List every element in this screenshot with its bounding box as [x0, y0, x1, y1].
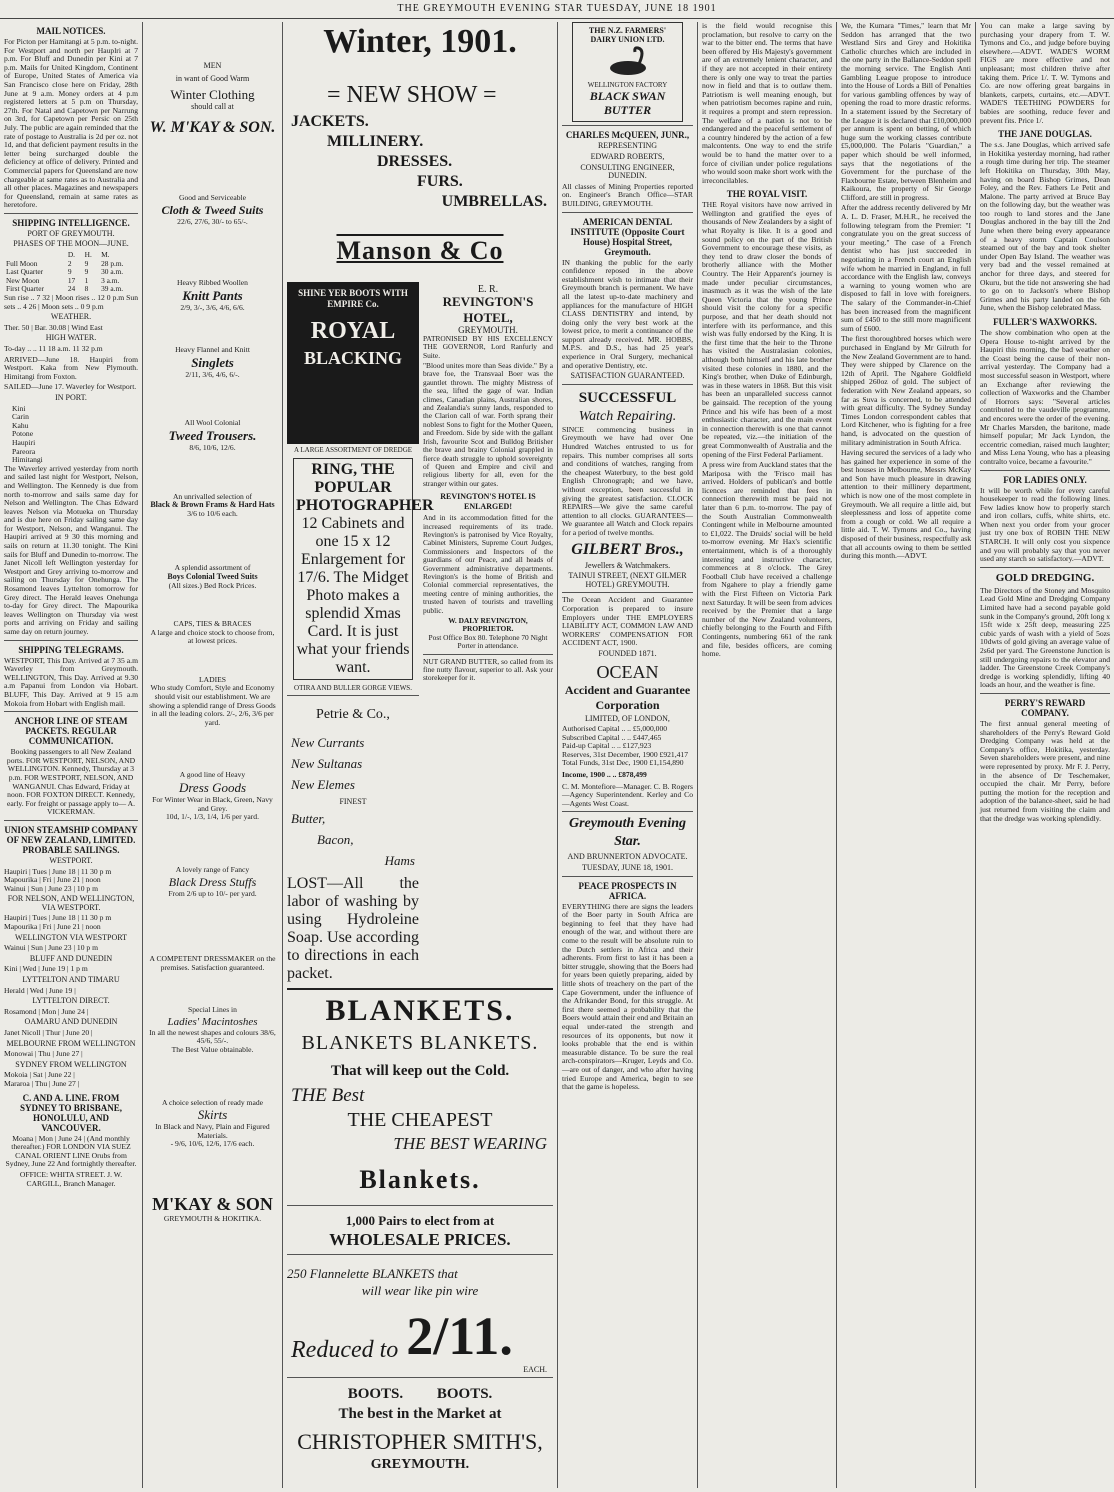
ad-text: A splendid assortment of [174, 563, 251, 573]
jane-douglas-heading: THE JANE DOUGLAS. [998, 129, 1092, 140]
list-item: Mararoa | Thu | June 27 | [4, 1078, 80, 1088]
new-show-heading: = NEW SHOW = [327, 82, 497, 108]
shipping-news: The Waverley arrived yesterday from north and sailed last night for Westport, Nelson, and Wellington. The Kennedy is due from north to-morrow and sails same day for Nelson and Wellington. The Chas Edward leaves Nelson via Motueka on Thursday and is due here on Friday sailing same day for Westport, Nelson, and Wanganui. The Haupiri arrived at 9 30 this morning and sails on return at 11.30 tonight. The Kini sails for Bluff and Dunedin to-morrow. The Janet Nicoll left Wellington yesterday for Westport and Grey arriving to-morrow and sailing on Thursday for Onehunga. The Rosamond leaves Lyttelton tomorrow for Grey direct. The Herald leaves Onehunga to-day for Grey direct. The Mapourika leaves Wellington on Thursday via west ports and arriving on Friday and sailing same day on return journey. [4, 463, 138, 636]
gold-dredging-text: The Directors of the Stoney and Mosquito Lead Gold Mine and Dredging Company Limited have had a second payable gold sunk in the Company's ground, 20ft long x 15ft wide x 25ft deep, measuring 225 cubic yards of wash with a yield of 5ozs 10dwts of gold giving an average value of 2s6d per yard. The Greenstone Junction is still undergoing repairs to the elevator and ladder. The Greenstone Creek Company's dredge is working splendidly, lifting 40 loads an hour, and the weather is fine. [980, 585, 1110, 690]
accident-heading: Accident and Guarantee Corporation [564, 682, 691, 712]
ad-heading: Knitt Pants [182, 287, 243, 303]
ad-heading: Black Dress Stuffs [168, 875, 257, 890]
ad-price: 22/6, 27/6, 30/- to 65/-. [177, 217, 248, 227]
daly-contact: Post Office Box 80. Telephone 70 Night Porter in attendance. [428, 632, 548, 651]
list-item: Janet Nicoll | Thur | June 20 | [4, 1028, 93, 1037]
reduced-text: Reduced to [291, 1337, 399, 1363]
list-item: Wainui | Sun | June 23 | 10 p m [4, 883, 99, 893]
news-item: After the address recently delivered by Mr A. L. D. Fraser, M.H.R., he received the following telegram from the Premier: "I congratulate you on the great success of your meeting." The case of a French dentist who has just succeeded in negotiating in a French court an English wife whom he married in England, in full accordance with the English law, conveys a warning to young women who are disposed to fall in love with foreigners. The salary of the Commander-in-Chief has been increased from the magnificent sum of £450 to the still more magnificent sum of £600. [841, 203, 971, 333]
pairs-text: 1,000 Pairs to elect from at [345, 1213, 495, 1228]
union-heading: UNION STEAMSHIP COMPANY OF NEW ZEALAND, LIMITED. PROBABLE SAILINGS. [4, 824, 138, 855]
revington-enlarged-text: And in its accommodation fitted for the increased requirements of its trade. Revington's is patronised by Vice Royalty, Cabinet Ministers, Supreme Court Judges, Commissioners and Inspectors of the guardians of our Peace, and all heads of Government administrative departments. Revington's is the home of British and Colonial commercial representatives, the meeting centre of mining authorities, the trusted haven of tourists and travelling public. [423, 513, 553, 615]
list-item: Pareora [12, 446, 36, 456]
perry-text: The first annual general meeting of shareholders of the Perry's Reward Gold Dredging Company was held at the Company's office, Hokitika, yesterday. Seven shareholders were present, and nine were represented by proxy. Mr F. J. Perry, in the absence of Dr Teschemaker, occupied the chair. Mr Perry, before putting the motion for the reception and adoption of the balance-sheet, said he had just returned from visiting the claim and that the dredge was working splendidly. [980, 718, 1110, 823]
table-row: Last Quarter 9 9 30 a.m. [6, 267, 124, 277]
ad-price: 2/9, 3/-, 3/6, 4/6, 6/6. [180, 302, 245, 312]
union-sailings: WESTPORT. Haupiri | Tues | June 18 | 11 30 p m Mapourika | Fri | June 21 | noon Wainui | Sun | June 23 | 10 p m FOR NELSON, AND WELLINGTON, VIA WESTPORT. Haupiri | Tues | June 18 | 11 30 p m Mapourika | Fri | June 21 | noon WELLINGTON VIA WESTPORT Wainui | Sun | June 23 | 10 p m BLUFF AND DUNEDIN Kini | Wed | June 19 | 1 p m LYTTELTON AND TIMARU Herald | Wed | June 19 | LYTTELTON DIRECT. Rosamond | Mon | June 24 | OAMARU AND DUNEDIN Janet Nicoll | Thur | June 20 | MELBOURNE FROM WELLINGTON Monowai | Thu | June 27 | SYDNEY FROM WELLINGTON Mokoia | Sat | June 22 | Mararoa | Thu | June 27 | [4, 857, 138, 1089]
flannelette-text: 250 Flannelette BLANKETS that [287, 1266, 458, 1281]
jackets-item: JACKETS. [291, 113, 369, 130]
bacon-item: Bacon, [317, 832, 354, 847]
revington-patron: PATRONISED BY HIS EXCELLENCY THE GOVERNOR, Lord Ranfurly and Suite. [423, 333, 553, 360]
ad-heading: Dress Goods [178, 780, 247, 796]
montefiore-text: C. M. Montefiore—Manager. C. B. Rogers—Agency Superintendent. Kerley and Co—Agents West Coast. [562, 781, 693, 808]
port-heading: PORT OF GREYMOUTH. [27, 228, 115, 238]
ad-price: 2/11, 3/6, 4/6, 6/-. [185, 369, 240, 379]
ad-text: A choice selection of ready made [162, 1097, 263, 1107]
moon-table [4, 251, 138, 294]
keep-out-cold: That will keep out the Cold. [330, 1063, 510, 1079]
table-row: D. H. M. [67, 250, 110, 260]
moon-heading: PHASES OF THE MOON—JUNE. [13, 239, 129, 249]
list-item: Authorised Capital .. .. £5,000,000 [562, 724, 668, 734]
blacking-column [287, 282, 434, 985]
black-swan-text: BLACK SWAN BUTTER [589, 89, 666, 118]
local-news-text: A press wire from Auckland states that the Mariposa with the 'Frisco mail has arrived. Holders of publican's and bottle licences are reminded that fees in connection therewith must be paid not later than 6 p.m. to-morrow. The pay of the South Australian Commonwealth Contingent while in Melbourne amounted to £1,022. The Druids' social will be held to-morrow evening. Mr Hax's scientific entertainment, which is of a thoroughly interesting and instructive character, commences at 8 o'clock. The Grey Football Club have received a challenge from Ngahere to play a friendly game with the First Fifteen on Victoria Park next Saturday. It will be seen from advices received by the Premier that a large number of the New Zealand volunteers, chiefly belonging to the Fourth and Fifth Contingents, numbering 661 of the rank and file, besides officers, are coming home. [702, 460, 832, 659]
list-item: Monowai | Thu | June 27 | [4, 1049, 83, 1059]
list-item: Potone [12, 429, 34, 439]
list-item: Mapourika | Fri | June 21 | noon [4, 875, 101, 885]
furs-item: FURS. [417, 173, 463, 190]
roberts-text: All classes of Mining Properties reported on. Engineer's Branch Office—STAR BUILDING, GREYMOUTH. [562, 181, 693, 208]
wholesale-text: WHOLESALE PRICES. [329, 1230, 511, 1249]
currants-item: New Currants [291, 735, 365, 750]
cand-line-text: Moana | Mon | June 24 | (And monthly thereafter.) FOR LONDON VIA SUEZ CANAL ORIENT LINE Orubs from Sydney, June 22 And fortnightly thereafter. [5, 1133, 137, 1169]
news-item: We, the Kumara "Times," learn that Mr Seddon has arranged that the two Westland Sirs and Grey and Hokitika Catholic churches which are included in the one party in the Ballance-Seddon spell the morning service. The English Anti Gambling League propose to introduce into the House of Lords a Bill of Penalties for various gambling offences by way of opening the road to more drastic reforms. In a statement issued by the Secretary of the League it is declared that £10,000,000 per annum is spent on betting, of which huge sum the working classes contribute £5,000,000. The Polaris "Guardian," a paper which should be well informed, says that the negotiations of the Government for the purchase of the Flaxbourne Estate, between Blenheim and Kaikoura, the property of Sir George Clifford, are still in progress. [841, 22, 971, 202]
blanket-price: 2/11. [406, 1306, 513, 1366]
butter-item: Butter, [291, 811, 326, 826]
capital-list [562, 725, 693, 768]
ladies-only-text: It will be worth while for every careful housekeeper to read the following lines. Few ladies know how to properly starch and iron collars, cuffs, white shirts, etc. When next you order from your grocer just try one box of ROBIN THE NEW STARCH. It will only cost you sixpence and you will probably say that you never used any starch so satisfactory.—ADVT. [980, 485, 1110, 564]
list-item: Subscribed Capital .. .. £447,465 [562, 732, 662, 742]
jane-douglas-text: The s.s. Jane Douglas, which arrived safe in Hokitika yesterday morning, had rather a rough time during her trip. The steamer left Hokitika on Thursday, 30th May, having on board Bishop Grimes, Dean Foley, and the Rev. Fathers Le Petit and Malone. The party arrived at Bruce Bay on the following day, but the weather was too rough to land stores and the Jane Douglas anchored in the bay till the 2nd June when there being every appearance of a heavy storm Captain Coulson steamed out of the bay and took shelter under Open Bay Island. The weather was very bad and the vessel remained at anchor for three days, and steered for Okuru, but the tide not answering she had to go on to Jackson's where Bishop Grimes and his party landed on the 6th June, when the Bishop celebrated Mass. [980, 140, 1110, 313]
manson-heading: Manson & Co [336, 236, 504, 265]
list-item: Himitangi [12, 455, 43, 465]
arrived-text: ARRIVED—June 18. Haupiri from Westport. Kaka from New Plymouth. Himitangi from Foxton. [4, 354, 138, 381]
sun-times: Sun rise .. 7 32 | Moon rises .. 12 0 p.m Sun sets .. 4 26 | Moon sets .. 0 9 p.m [4, 293, 138, 311]
telegrams-heading: SHIPPING TELEGRAMS. [18, 644, 124, 655]
shipping-heading: SHIPPING INTELLIGENCE. [12, 217, 130, 228]
ad-heading: Ladies' Macintoshes [167, 1015, 258, 1028]
ad-text: An unrivalled selection of [172, 491, 253, 501]
ad-text: Heavy Ribbed Woollen [177, 277, 248, 287]
ladies-only-heading: FOR LADIES ONLY. [1003, 474, 1087, 485]
fuller-heading: FULLER'S WAXWORKS. [993, 317, 1097, 327]
swan-icon [598, 44, 658, 78]
mckay-title: W. M'KAY & SON. [149, 118, 276, 136]
list-item: Kini | Wed | June 19 | 1 p m [4, 964, 88, 974]
weather-heading: WEATHER. [50, 312, 92, 322]
elemes-item: New Elemes [291, 777, 355, 792]
ad-text: A large and choice stock to choose from, at lowest prices. [150, 627, 275, 646]
list-item: Kini [12, 403, 26, 413]
successful-heading: SUCCESSFUL [578, 389, 677, 406]
ring-text: 12 Cabinets and one 15 x 12 Enlargement for 17/6. The Midget Photo makes a splendid Xmas Card. It is just what your friends want. [296, 515, 410, 676]
peace-text: EVERYTHING there are signs the leaders of the Boer party in South Africa are beginning to feel that they have had enough of the war, and without there are come to the result will be absolute ruin to the Dutch settlers in Africa and their adherents. From first to last it has been a bitter struggle, showing that the Boers had for years been quietly preparing, aided by little shots of treachery on the part of the Cape Government, under the influence of the Afrikander Bond, for this struggle. At first there seemed a probability that the Boers would attain their end and Britain an equal under-rated the strength and resources of its opponents, but now it looks probable that the end is within measurable distance. To be sure the real arch-conspirators—Kruger, Leyds and Co.—are out of danger, and who after having tried Europe and America, begin to see that the game is hopeless. [562, 901, 693, 1092]
gilbert-heading: GILBERT Bros., [571, 540, 684, 558]
ad-text: A good line of Heavy [179, 770, 246, 780]
ad-text: Heavy Flannel and Knitt [175, 345, 250, 355]
ad-text: In Black and Navy, Plain and Figured Materials. [155, 1122, 270, 1140]
royal-blacking-ad [287, 282, 419, 444]
list-item: Reserves, 31st December, 1900 £921,417 [562, 749, 689, 759]
ad-price: - 9/6, 10/6, 12/6, 17/6 each. [170, 1139, 255, 1149]
column-waxworks-gold [976, 22, 1114, 1488]
revington-title: REVINGTON'S HOTEL, [442, 294, 534, 326]
ad-text: A COMPETENT DRESSMAKER on the premises. Satisfaction guaranteed. [149, 954, 276, 972]
table-row: First Quarter 24 8 39 a.m. [6, 284, 124, 294]
ad-text: should call at [191, 102, 234, 112]
blacking-text: BLACKING [303, 348, 402, 368]
ad-heading: Black & Brown Frams & Hard Hats [150, 500, 275, 510]
column-butter-dental: THE N.Z. FARMERS' DAIRY UNION LTD. WELLINGTON FACTORY BLACK SWAN BUTTER CHARLES McQUEEN, JUNR., REPRESENTING EDWARD ROBERTS, CONSULTING ENGINEER, DUNEDIN. All classes of Mining Properties reported on. Engineer's Branch Office—STAR BUILDING, GREYMOUTH. AMERICAN DENTAL INSTITUTE (Opposite Court House) Hospital Street, Greymouth. IN thanking the public for the early confidence reposed in the above establishment wish to intimate that their Greymouth branch is permanent. We have all the latest up-to-date machinery and appliances for the manufacture of HIGH CLASS DENTISTRY and intend, by doing only the very best work at the lowest price, to merit a continuance of the support already received. MR. HOBBS, M.P.S. and D.S., has had 25 year's experience in Oral Surgery, mechanical and operative Dentistry, etc. SATISFACTION GUARANTEED. SUCCESSFUL Watch Repairing. SINCE commencing business in Greymouth we have had over One Hundred Watches entrusted to us for repairs. This number comprises all sorts and conditions of watches, ranging from the cheapest Waterbury, to the best gold English Chronograph; and we have, without exception, been successful in giving the greatest satisfaction. CLOCK REPAIRS—We give the same careful attention to all clocks. GUARANTEES—We guarantee all Watch and Clock repairs for a period of twelve months. GILBERT Bros., Jewellers & Watchmakers. TAINUI STREET, (NEXT GILMER HOTEL) GREYMOUTH. The Ocean Accident and Guarantee Corporation is prepared to insure Employers under THE EMPLOYERS LIABILITY ACT, COMMON LAW AND WORKERS' COMPENSATION FOR ACCIDENT ACT, 1900. FOUNDED 1871. OCEAN Accident and Guarantee Corporation LIMITED, OF LONDON, Authorised Capital .. .. £5,000,000 Subscribed Capital .. .. £447,465 Paid-up Capital .. .. £127,923 Reserves, 31st December, 1900 £921,417 Total Funds, 31st Dec, 1900 £1,154,890 Income, 1900 .. .. £878,499 C. M. Montefiore—Manager. C. B. Rogers—Agency Superintendent. Kerley and Co—Agents West Coast. Greymouth Evening Star. AND BRUNNERTON ADVOCATE. TUESDAY, JUNE 18, 1901. PEACE PROSPECTS IN AFRICA. EVERYTHING there are signs the leaders of the Boer party in South Africa are beginning to feel that they have had enough of the war, and without there are come to the result will be absolute ruin to the Dutch settlers in Africa and their adherents. From first to last it has been a bitter struggle, showing that the Boers had for years been quietly preparing, aided by little shots of treachery on the part of the Cape Government, under the influence of the Afrikander Bond, for this struggle. At first there seemed a probability that the Boers would attain their end and Britain an equal under-rated the strength and resources of its opponents, but now it looks probable that the end is within measurable distance. To be sure the real arch-conspirators—Kruger, Leyds and Co.—are out of danger, and who after having tried Europe and America, begin to see that the game is hopeless. [558, 22, 697, 1488]
nut-butter-ad: NUT GRAND BUTTER, so called from its fine nutty flavour, superior to all. Ask your storekeeper for it. [423, 656, 553, 683]
anchor-line-text: Booking passengers to all New Zealand ports. FOR WESTPORT, NELSON, AND WELLINGTON. Kennedy, Thursday at 3 p.m. FOR WESTPORT, NELSON, AND WANGANUI. Chas Edward, Friday at noon. FOR FOXTON DIRECT. Kennedy, early. For freight or passage apply to— A. VICKERMAN. [6, 747, 136, 817]
revington-text: "Blood unites more than Seas divide." By a brave foe, the Transvaal Boer was the gauntlet thrown. The mighty Mistress of the sea, lifted the gage of war. Indian climes, Canadian plains, Australian shores, and Zealandia's sunny lands, responded to the Clarion call of war. Forth sprang their noblest Sons to fight for the Mother Queen, and Freedom. Side by side with the gallant Irish, favourite Scot and Bulldog Britisher the brave and brainy Colonial grappled in fierce death struggle to uphold sovereignty of Queen and Empire and civil and religious liberty for all, even for the stranger within our gates. [423, 361, 553, 488]
boots-heading: BOOTS. BOOTS. [347, 1386, 493, 1402]
peace-heading: PEACE PROSPECTS IN AFRICA. [578, 880, 677, 901]
mail-notices-text: For Picton per Hamitangi at 5 p.m. to-night. For Westport and north per Hauplri at 7 p.m. For Bluff and Dunedin per Kini at 7 p.m. Mails for United Kingdom, Continent of Europe, United States of America via San Francisco close here on Friday, 28th June at 9 a.m. Money orders at 4 p.m registered letters at 5 p.m on Thursday, 27th. For Natal and Capetown per Narrung on 3rd, for Capetown per Persic on 25th July. The public are again reminded that the rate of postage to Australia is 2d per oz. not 1d, and that deficient payment results in the letter being surcharged double the deficiency at office of delivery. Printed and Commercial papers for Queensland are now chargeable at same rates as to Australia and all other places. Magazines and newspapers for Queensland, remain at same rates as heretofore. [4, 37, 138, 210]
ad-price: 10d, 1/-, 1/3, 1/4, 1/6 per yard. [165, 812, 259, 822]
blankets-fancy: Blankets. [359, 1165, 481, 1194]
ad-heading: Tweed Trousers. [168, 427, 257, 443]
petrie-heading: Petrie & Co., [316, 707, 390, 722]
table-row: Full Moon 2 9 28 p.m. [6, 258, 124, 268]
ad-heading: CAPS, TIES & BRACES [173, 619, 252, 629]
list-item: Mapourika | Fri | June 21 | noon [4, 922, 101, 932]
column-mail-shipping [0, 22, 142, 1488]
list-item: Total Funds, 31st Dec, 1900 £1,154,890 [562, 758, 684, 768]
table-row: New Moon 17 1 3 a.m. [6, 275, 120, 285]
ad-text: A lovely range of Fancy [175, 864, 250, 874]
finest-label: FINEST [339, 797, 367, 806]
editorial-text: is the field would recognise this proclamation, but resolve to carry on the war to the bitter end. The terms that have been offered by His Majesty's government are of an extremely lenient character, and if they are not accepted in their entirety there is only one way to treat the parties now in field and that is to outlaw them. Patriotism is well meaning enough, but when patriotism becomes rapine and ruin, it requires a prompt and stern repression. The welfare of a nation is not to be endangered and the peaceful settlement of a country hindered by the action of a few malcontents. One way to end the strife would be to hand the matter over to a force of civilian under police regulations who would soon make short work with the irreconcilables. [702, 22, 832, 185]
ad-text: In all the newest shapes and colours 38/6, 45/6, 55/-. [149, 1027, 276, 1046]
winter-heading: Winter, 1901. [323, 23, 517, 60]
list-item: Haupiri | Tues | June 18 | 11 30 p m [4, 866, 112, 876]
revington-letters: E. R. [477, 284, 499, 295]
ocean-note: The Ocean Accident and Guarantee Corporation is prepared to insure Employers under THE EMPLOYERS LIABILITY ACT, COMMON LAW AND WORKERS' COMPENSATION FOR ACCIDENT ACT, 1900. [562, 595, 693, 648]
perry-heading: PERRY'S REWARD COMPANY. [1004, 697, 1086, 718]
ad-price: 8/6, 10/6, 12/6. [189, 442, 236, 452]
list-item: Paid-up Capital .. .. £127,923 [562, 741, 652, 751]
list-item: Wainui | Sun | June 23 | 10 p m [4, 943, 99, 953]
fuller-text: The show combination who open at the Opera House to-night arrived by the Haupiri this morning, the bad weather on the Coast being the cause of their non-arrival yesterday. The Company had a most successful season in Westport, where an Exchange after reviewing the collection of Waxworks and the Chamber of Horrors says: "Several articles contributed to the vaudeville programme, and encores were the order of the evening. Mr Charles Marsden, the baritone, made himself popular; Mr Jack Lyndon, the eccentric comedian, raised much laughter; and Miss Lena Young, who has a pleasing contralto voice, became a favourite." [980, 328, 1110, 466]
manson-blankets-ad [283, 22, 557, 1488]
ad-price: (All sizes.) Bed Rock Prices. [168, 580, 257, 590]
lost-notice: LOST—All the labor of washing by using Hydroleine Soap. Use according to directions in each packet. [287, 875, 419, 982]
column-royal-visit [698, 22, 836, 1488]
hams-item: Hams [384, 853, 415, 868]
black-swan-logo [572, 22, 683, 122]
best-market: The best in the Market at [338, 1406, 502, 1422]
dredge-caption: A LARGE ASSORTMENT OF DREDGE [293, 446, 413, 454]
ad-heading: Singlets [191, 354, 234, 370]
in-port-heading: IN PORT. [55, 392, 87, 402]
the-best: THE Best [291, 1085, 365, 1106]
watch-text: SINCE commencing business in Greymouth we have had over One Hundred Watches entrusted to us for repairs. This number comprises all sorts and conditions of watches, ranging from the cheapest Waterbury, to the best gold English Chronograph; and we have, without exception, been successful in giving the greatest satisfaction. CLOCK REPAIRS—We give the same careful attention to all clocks. GUARANTEES—We guarantee all Watch and Clock repairs for a period of twelve months. [562, 424, 693, 537]
issue-date: TUESDAY, JUNE 18, 1901. [581, 863, 674, 873]
news-item: The first thoroughbred horses which were purchased in England by Mr Gilruth for the New Zealand Government are to hand. They were shipped by Clarence on the 12th of April. The Ngahere Goldfield shipped 260oz of gold. The subject of federation with New Zealand appears, so far as Suva is concerned, to be attended with great difficulty. The Sydney Sunday Times London correspondent cables that Lord Kitchener, who is fighting for a free hand, is advocated on the question of military administration in South Africa. [841, 334, 971, 447]
in-port-list [4, 405, 138, 465]
list-item: Mokoia | Sat | June 22 | [4, 1070, 75, 1080]
ad-heading: Winter Clothing [170, 87, 255, 103]
tide-text: To-day .. .. 11 18 a.m. 11 32 p.m [4, 344, 103, 353]
dresses-item: DRESSES. [377, 153, 453, 170]
otira-caption: OTIRA AND BULLER GORGE VIEWS. [294, 684, 412, 692]
umbrellas-item: UMBRELLAS. [441, 193, 547, 210]
blankets-subheading: BLANKETS BLANKETS. [301, 1032, 539, 1054]
sailed-text: SAILED—June 17. Waverley for Westport. [4, 382, 137, 392]
watch-heading: Watch Repairing. [578, 408, 677, 424]
royal-text: ROYAL [310, 318, 396, 344]
weather-text: Ther. 50 | Bar. 30.08 | Wind East [4, 322, 103, 332]
revington-enlarged-heading: REVINGTON'S HOTEL IS ENLARGED! [440, 492, 536, 512]
dental-heading: AMERICAN DENTAL INSTITUTE (Opposite Court House) Hospital Street, Greymouth. [570, 216, 685, 257]
royal-visit-heading: THE ROYAL VISIT. [726, 189, 808, 200]
mail-notices-heading: MAIL NOTICES. [36, 26, 106, 36]
ocean-heading: OCEAN [596, 661, 659, 682]
blankets-heading: BLANKETS. [325, 994, 515, 1027]
list-item: Haupiri | Tues | June 18 | 11 30 p m [4, 913, 112, 923]
column-local-news [837, 22, 975, 1488]
news-item: Having secured the services of a lady who has gained her experience in some of the best houses in Melbourne, Messrs McKay and Son have much pleasure in drawing attention to their millinery department, which is now one of the most complete in Greymouth. We all require a little aid, but sleeplessness and loss of appetite come from a cough or cold. We all require a little aid. T. W. Tymons and Co., having disposed of their business, respectfully ask that all accounts owing to them be settled during this month.—ADVT. [841, 448, 971, 561]
ring-photographer-ad [293, 458, 434, 680]
nz-farmers-text: THE N.Z. FARMERS' DAIRY UNION LTD. [588, 26, 667, 44]
ad-text: in want of Good Warm [175, 73, 250, 83]
smith-name: CHRISTOPHER SMITH'S, [297, 1429, 543, 1454]
roberts-name: EDWARD ROBERTS, [590, 151, 665, 161]
news-item: You can make a large saving by purchasing your drapery from T. W. Tymons and Co., and judge before buying elsewhere.—ADVT. WADE'S WORM FIGS are more effective and not unpleasant; most children thrive after taking them. Price 1/. T. W. Tymons and Co. are now offering great bargains in blankets, carpets, curtains, etc.—ADVT. WADE'S TEETHING POWDERS for babies are soothing, reduce fever and prevent fits. Price 1/. [980, 22, 1110, 125]
each-label: EACH. [523, 1365, 547, 1374]
ad-heading: Boys Colonial Tweed Suits [167, 571, 258, 581]
ad-text: The Best Value obtainable. [171, 1044, 254, 1054]
ad-text: For Winter Wear in Black, Green, Navy and Grey. [152, 795, 273, 813]
ad-heading: LADIES [199, 674, 226, 684]
column-mckay-ad [143, 22, 282, 1488]
smith-town: GREYMOUTH. [370, 1457, 470, 1472]
ad-text: Who study Comfort, Style and Economy should visit our establishment. We are showing a splendid range of Dress Goods in all the leading colors. 2/-, 2/6, 3/6 per yard. [149, 683, 276, 727]
tide-heading: HIGH WATER. [45, 333, 97, 343]
list-item: Carin [12, 412, 29, 422]
masthead: THE GREYMOUTH EVENING STAR TUESDAY, JUNE 18 1901 [0, 0, 1114, 19]
ad-price: 3/6 to 10/6 each. [187, 508, 238, 518]
ring-title: RING, THE POPULAR PHOTOGRAPHER [296, 461, 434, 514]
best-wearing: THE BEST WEARING [393, 1134, 547, 1153]
list-item: Haupiri [12, 437, 36, 447]
ad-text: MEN [203, 61, 222, 70]
ad-text: GREYMOUTH & HOKITIKA. [163, 1213, 262, 1223]
factory-text: WELLINGTON FACTORY [587, 80, 668, 89]
dental-text: IN thanking the public for the early confidence reposed in the above establishment wish to intimate that their Greymouth branch is permanent. We have all the latest up-to-date machinery and appliances for the manufacture of HIGH CLASS DENTISTRY and intend, by doing only the very best work at the lowest price, to merit a continuance of the support already received. MR. HOBBS, M.P.S. and D.S., has had 25 year's experience in Oral Surgery, mechanical and operative Dentistry, etc. [562, 257, 693, 370]
ad-text: All Wool Colonial [184, 418, 241, 428]
mcqueen-name: CHARLES McQUEEN, JUNR., [565, 130, 690, 141]
sultanas-item: New Sultanas [291, 756, 363, 771]
income-line: Income, 1900 .. .. £878,499 [562, 770, 647, 780]
revington-column [423, 282, 553, 985]
cand-line-heading: C. AND A. LINE. FROM SYDNEY TO BRISBANE, HONOLULU, AND VANCOUVER. [19, 1092, 123, 1133]
star-title: Greymouth Evening Star. [568, 816, 687, 850]
revington-town: GREYMOUTH. [458, 325, 518, 336]
millinery-item: MILLINERY. [327, 133, 424, 150]
daly-signature: W. DALY REVINGTON, PROPRIETOR. [448, 616, 528, 634]
ad-text: Special Lines in [188, 1005, 237, 1015]
cargill-signature: OFFICE: WHITA STREET. J. W. CARGILL, Branch Manager. [19, 1169, 123, 1188]
list-item: Kahu [12, 420, 29, 430]
ad-text: Good and Serviceable [178, 192, 247, 202]
gold-dredging-heading: GOLD DREDGING. [995, 571, 1095, 584]
telegrams-text: WESTPORT, This Day. Arrived at 7 35 a.m Waverley from Greymouth. WELLINGTON, This Day. Arrived at 9.30 a.m Papanui from London via Hobart. BLUFF, This Day. Arrived at 9 15 a.m Mokoia from Hobart with English mail. [4, 655, 138, 708]
royal-visit-text: THE Royal visitors have now arrived in Wellington and gratified the eyes of thousands of New Zealanders by a sight of what Royalty is like. It is a good and sound policy on the part of the British Government to encourage these visits, as they tend to draw closer the bonds of brotherly alliance with the Mother Country. The Heir Apparent's journey is made under peculiar circumstances, inasmuch as it was the wish of the late Queen Victoria that the young Prince should visit the colony for a specific purpose, and that her death should not interfere with its performance, and this wish was fully endorsed by the King. It is the first time that the heir to the Throne has visited the Australasian colonies, although both himself and his late brother visited these colonies in 1880, and the King's brother, when Duke of Edinburgh, was in these waters in 1868. But this visit has been an unparalleled success cannot be gainsaid. The reception of the young Prince and his wife has been of a most enthusiastic character, and the main event in connection therewith is one that cannot be repeated, viz.—the initiation of the great Commonwealth of Australia and the opening of the First Federal Parliament. [702, 200, 832, 459]
pin-wire-text: will wear like pin wire [361, 1283, 479, 1298]
list-item: Rosamond | Mon | June 24 | [4, 1006, 89, 1016]
list-item: Herald | Wed | June 19 | [4, 985, 76, 995]
ad-price: From 2/6 up to 10/- per yard. [168, 889, 257, 899]
the-cheapest: THE CHEAPEST [347, 1109, 493, 1131]
ad-heading: Skirts [197, 1107, 228, 1123]
blacking-top-text: SHINE YER BOOTS WITH EMPIRE Co. [298, 288, 408, 309]
mckay-footer: M'KAY & SON [152, 1193, 273, 1214]
ad-heading: Cloth & Tweed Suits [161, 203, 264, 218]
anchor-line-heading: ANCHOR LINE OF STEAM PACKETS. REGULAR COMMUNICATION. [14, 716, 128, 747]
